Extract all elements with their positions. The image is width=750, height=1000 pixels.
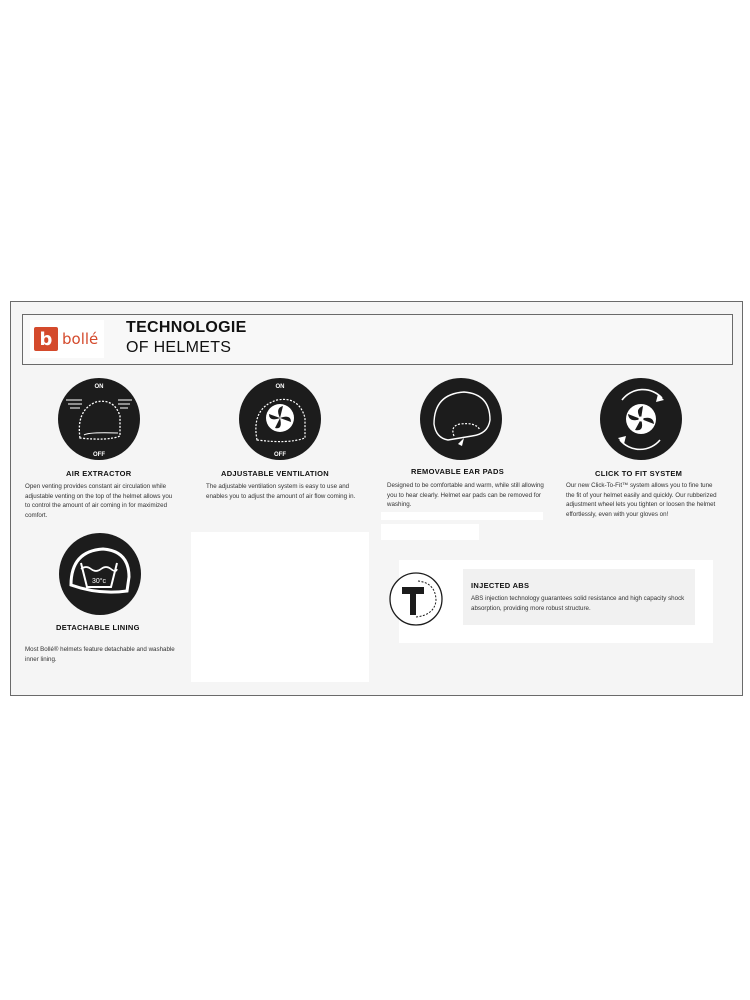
feature-description: Our new Click-To-Fit™ system allows you to fine tune the fit of your helmet easily and quickly. Our rubberized adjustment wheel lets you tighten or loosen the helmet effortlessly, even with your gloves on!	[566, 482, 717, 518]
rotate-wheel-icon	[600, 378, 682, 460]
temperature-label: 30°c	[91, 578, 107, 585]
header-bar	[22, 314, 733, 365]
empty-block	[381, 524, 479, 540]
off-label: OFF	[93, 452, 105, 458]
hammer-helmet-icon	[388, 571, 444, 627]
technology-panel	[10, 301, 743, 696]
feature-title: INJECTED ABS	[471, 581, 530, 590]
feature-description: The adjustable ventilation system is easy to use and enables you to adjust the amount of air flow coming in.	[206, 483, 356, 500]
on-label: ON	[94, 384, 104, 390]
page-subtitle: OF HELMETS	[126, 339, 232, 356]
feature-description: ABS injection technology guarantees solid resistance and high capacity shock absorption, providing more robust structure.	[471, 595, 685, 612]
fan-icon	[239, 378, 321, 460]
bolle-logo	[30, 320, 104, 358]
logo-text: bollé	[62, 330, 99, 348]
feature-description: Open venting provides constant air circulation while adjustable venting on the top of the helmet allows you to control the amount of air coming in for maximized comfort.	[25, 483, 173, 519]
injected-abs-card	[463, 569, 695, 625]
feature-description: Most Bollé® helmets feature detachable and washable inner lining.	[25, 646, 175, 663]
feature-title: AIR EXTRACTOR	[66, 469, 132, 478]
logo-mark: b	[34, 327, 58, 351]
feature-title: ADJUSTABLE VENTILATION	[221, 469, 329, 478]
empty-block	[191, 532, 369, 682]
helmet-vent-icon	[58, 378, 140, 460]
helmet-ear-pad-icon	[420, 378, 502, 460]
empty-block	[381, 512, 543, 520]
feature-title: REMOVABLE EAR PADS	[411, 467, 505, 476]
on-label: ON	[275, 384, 285, 390]
feature-title: CLICK TO FIT SYSTEM	[595, 469, 683, 478]
feature-injected-abs	[399, 560, 713, 643]
feature-title: DETACHABLE LINING	[56, 623, 140, 632]
feature-description: Designed to be comfortable and warm, while still allowing you to hear clearly. Helmet ear pads can be removed for washing.	[387, 482, 544, 509]
wash-30-icon	[59, 533, 141, 615]
off-label: OFF	[274, 452, 286, 458]
page-title: TECHNOLOGIE	[126, 319, 247, 336]
